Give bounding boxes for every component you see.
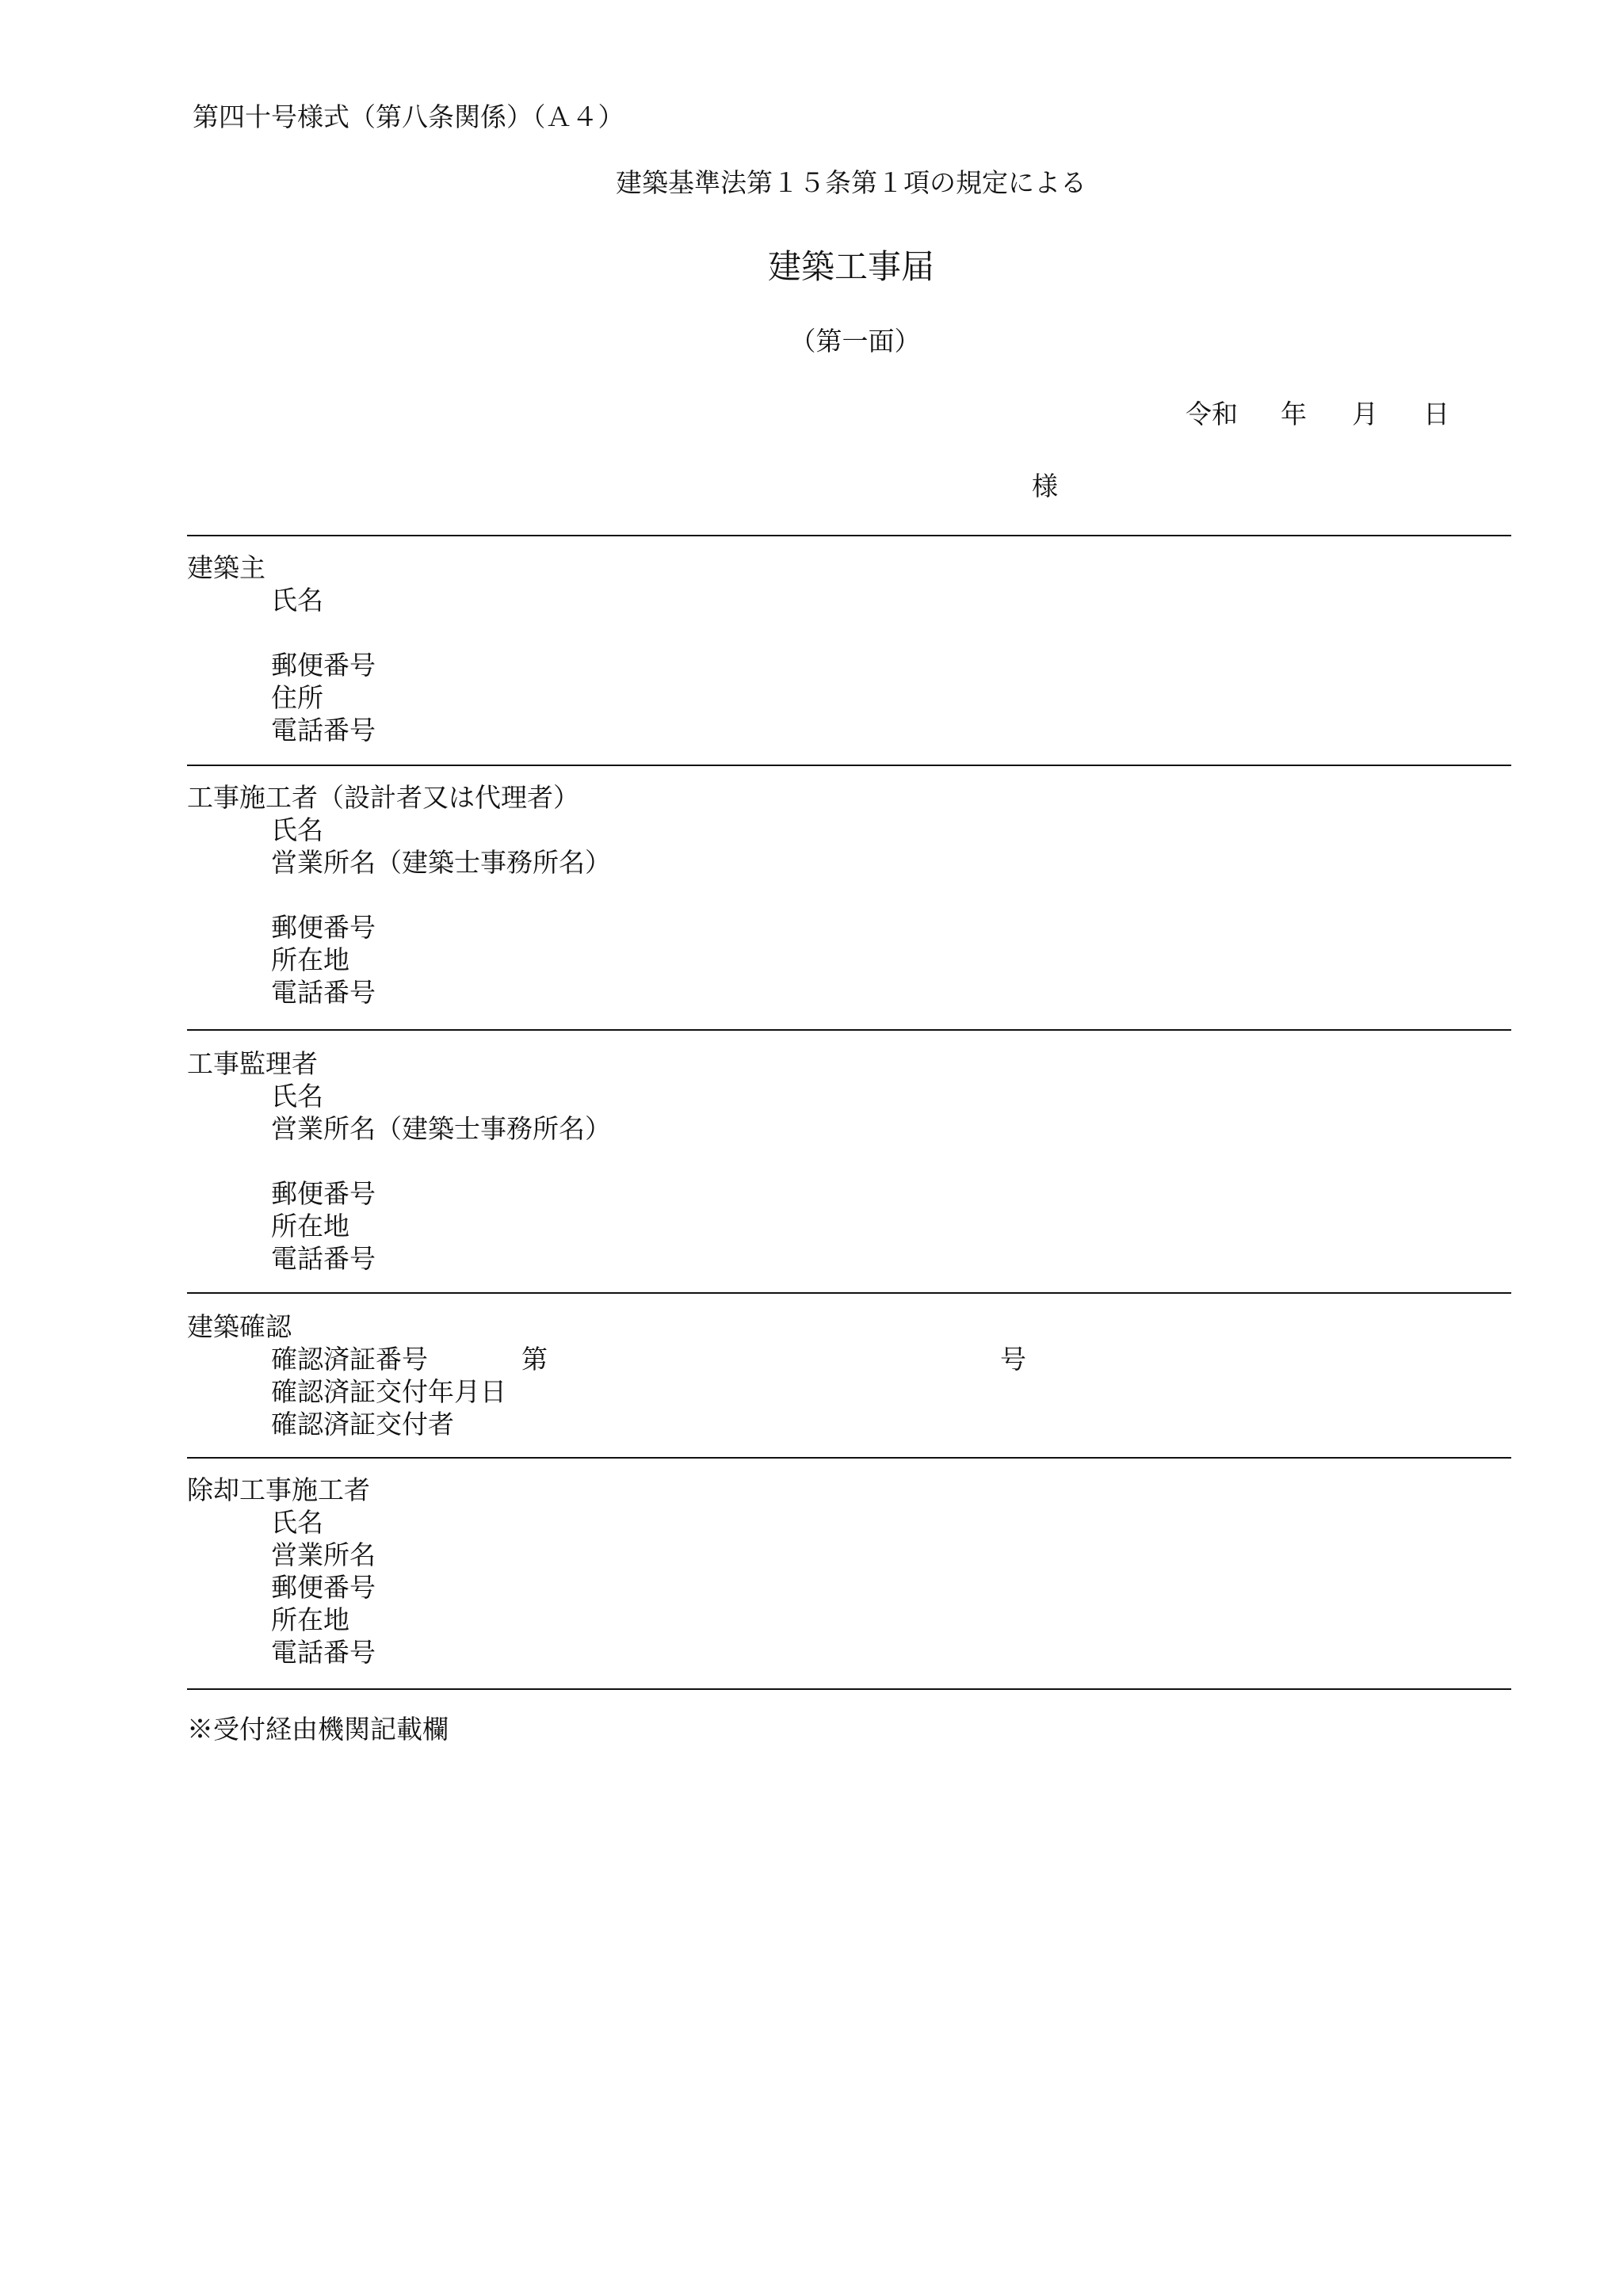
supervisor-phone-label: 電話番号 [271, 1243, 376, 1274]
contractor-location-label: 所在地 [271, 944, 349, 975]
supervisor-heading: 工事監理者 [187, 1048, 318, 1079]
demolition-postal-label: 郵便番号 [271, 1572, 376, 1603]
supervisor-name-label: 氏名 [271, 1081, 323, 1112]
supervisor-office-label: 営業所名（建築士事務所名） [271, 1113, 611, 1144]
date-era: 令和 [1186, 399, 1238, 429]
demolition-office-label: 営業所名 [271, 1539, 376, 1570]
divider [187, 765, 1511, 766]
divider [187, 1688, 1511, 1690]
addressee-honorific: 様 [1032, 471, 1058, 502]
owner-address-label: 住所 [271, 682, 323, 713]
owner-heading: 建築主 [187, 552, 265, 583]
confirmation-heading: 建築確認 [187, 1311, 292, 1342]
cert-number-label: 確認済証番号 [271, 1344, 428, 1375]
cert-number-suffix: 号 [1000, 1344, 1026, 1375]
supervisor-postal-label: 郵便番号 [271, 1178, 376, 1209]
demolition-location-label: 所在地 [271, 1604, 349, 1635]
form-number: 第四十号様式（第八条関係）（Ａ４） [193, 101, 624, 132]
page-label: （第一面） [789, 326, 921, 357]
contractor-name-label: 氏名 [271, 814, 323, 845]
divider [187, 1457, 1511, 1459]
demolition-phone-label: 電話番号 [271, 1637, 376, 1668]
owner-phone-label: 電話番号 [271, 715, 376, 746]
divider [187, 1292, 1511, 1294]
demolition-heading: 除却工事施工者 [187, 1474, 370, 1505]
date-month-label: 月 [1352, 399, 1378, 429]
divider [187, 1029, 1511, 1031]
date-day-label: 日 [1423, 399, 1449, 429]
supervisor-location-label: 所在地 [271, 1211, 349, 1241]
demolition-name-label: 氏名 [271, 1507, 323, 1538]
cert-issue-date-label: 確認済証交付年月日 [271, 1376, 506, 1407]
contractor-phone-label: 電話番号 [271, 977, 376, 1008]
receipt-note: ※受付経由機関記載欄 [187, 1714, 449, 1745]
cert-number-prefix: 第 [521, 1344, 548, 1375]
cert-issuer-label: 確認済証交付者 [271, 1409, 454, 1440]
divider [187, 535, 1511, 536]
contractor-heading: 工事施工者（設計者又は代理者） [187, 782, 579, 813]
document-title: 建築工事届 [767, 247, 934, 286]
owner-name-label: 氏名 [271, 585, 323, 616]
date-year-label: 年 [1281, 399, 1307, 429]
contractor-office-label: 営業所名（建築士事務所名） [271, 847, 611, 878]
legal-basis: 建築基準法第１５条第１項の規定による [616, 167, 1086, 198]
contractor-postal-label: 郵便番号 [271, 912, 376, 943]
owner-postal-label: 郵便番号 [271, 650, 376, 681]
